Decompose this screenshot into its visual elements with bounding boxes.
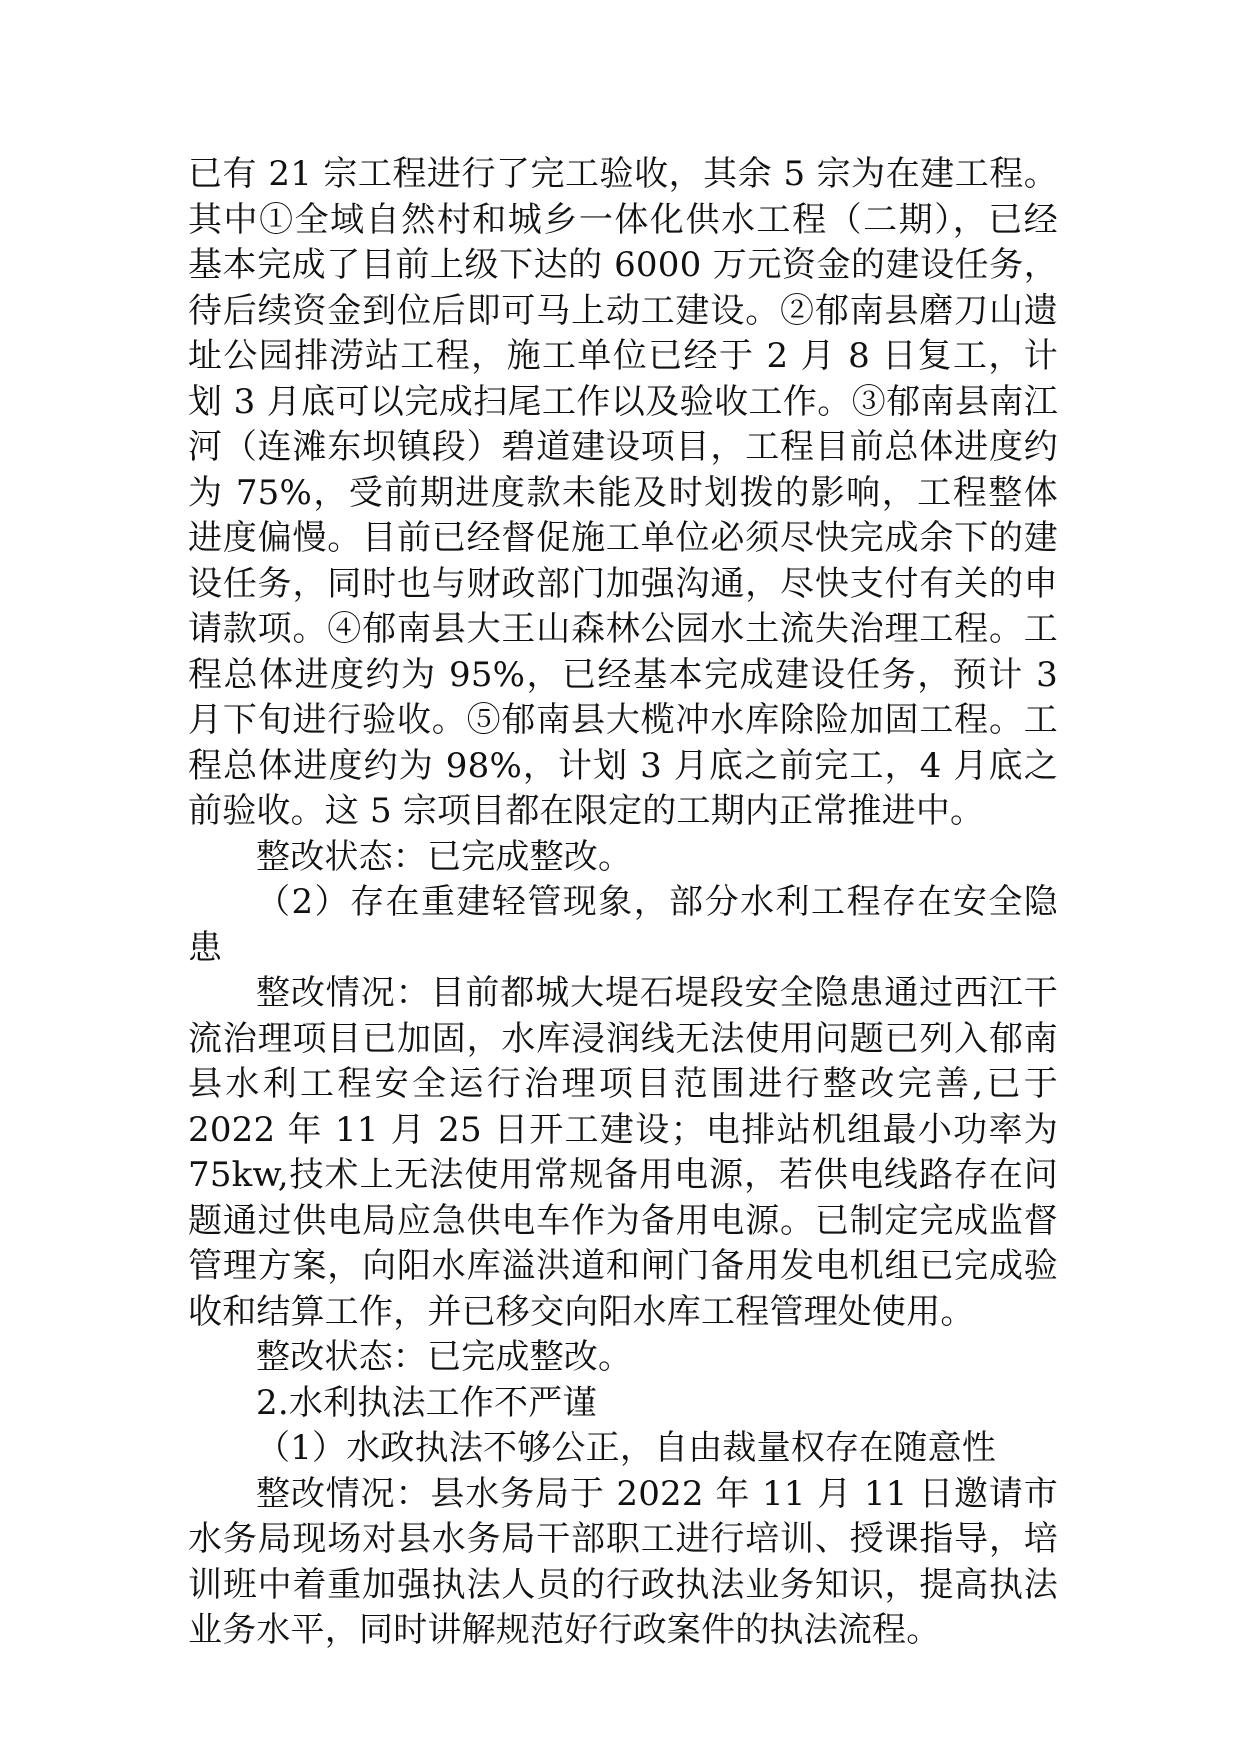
paragraph-rectification-training: 整改情况：县水务局于 2022 年 11 月 11 日邀请市水务局现场对县水务局干部职工进行培训、授课指导，培训班中着重加强执法人员的行政执法业务知识，提高执法业务水平，同时讲解规范好行政案件的执法流程。 (188, 1473, 1058, 1650)
section-heading-water-law-enforcement: 2.水利执法工作不严谨 (256, 1382, 597, 1423)
paragraph-rectification-details-2: 整改情况：目前都城大堤石堤段安全隐患通过西江干流治理项目已加固，水库浸润线无法使用问题已列入郁南县水利工程安全运行治理项目范围进行整改完善,已于 2022 年 11 月 25 日开工建设；电排站机组最小功率为 75kw,技术上无法使用常规备用电源，若供电线路存在问题通过供电局应急供电车作为备用电源。已制定完成监督管理方案，向阳水库溢洪道和闸门备用发电机组已完成验收和结算工作，并已移交向阳水库工程管理处使用。 (188, 973, 1058, 1332)
paragraph-status-completed-1: 整改状态：已完成整改。 (256, 836, 633, 877)
paragraph-project-progress: 已有 21 宗工程进行了完工验收，其余 5 宗为在建工程。其中①全域自然村和城乡一体化供水工程（二期），已经基本完成了目前上级下达的 6000 万元资金的建设任务，待后续资金到位后即可马上动工建设。②郁南县磨刀山遗址公园排涝站工程，施工单位已经于 2 月 8 日复工，计划 3 月底可以完成扫尾工作以及验收工作。③郁南县南江河（连滩东坝镇段）碧道建设项目，工程目前总体进度约为 75%，受前期进度款未能及时划拨的影响，工程整体进度偏慢。目前已经督促施工单位必须尽快完成余下的建设任务，同时也与财政部门加强沟通，尽快支付有关的申请款项。④郁南县大王山森林公园水土流失治理工程。工程总体进度约为 95%，已经基本完成建设任务，预计 3 月下旬进行验收。⑤郁南县大榄冲水库除险加固工程。工程总体进度约为 98%，计划 3 月底之前完工，4 月底之前验收。这 5 宗项目都在限定的工期内正常推进中。 (188, 154, 1058, 831)
paragraph-issue-heading-enforcement-1: （1）水政执法不够公正，自由裁量权存在随意性 (256, 1428, 997, 1468)
paragraph-status-completed-2: 整改状态：已完成整改。 (256, 1337, 633, 1377)
paragraph-issue-heading-2: （2）存在重建轻管现象，部分水利工程存在安全隐患 (188, 882, 1058, 968)
document-body (188, 152, 1058, 1654)
